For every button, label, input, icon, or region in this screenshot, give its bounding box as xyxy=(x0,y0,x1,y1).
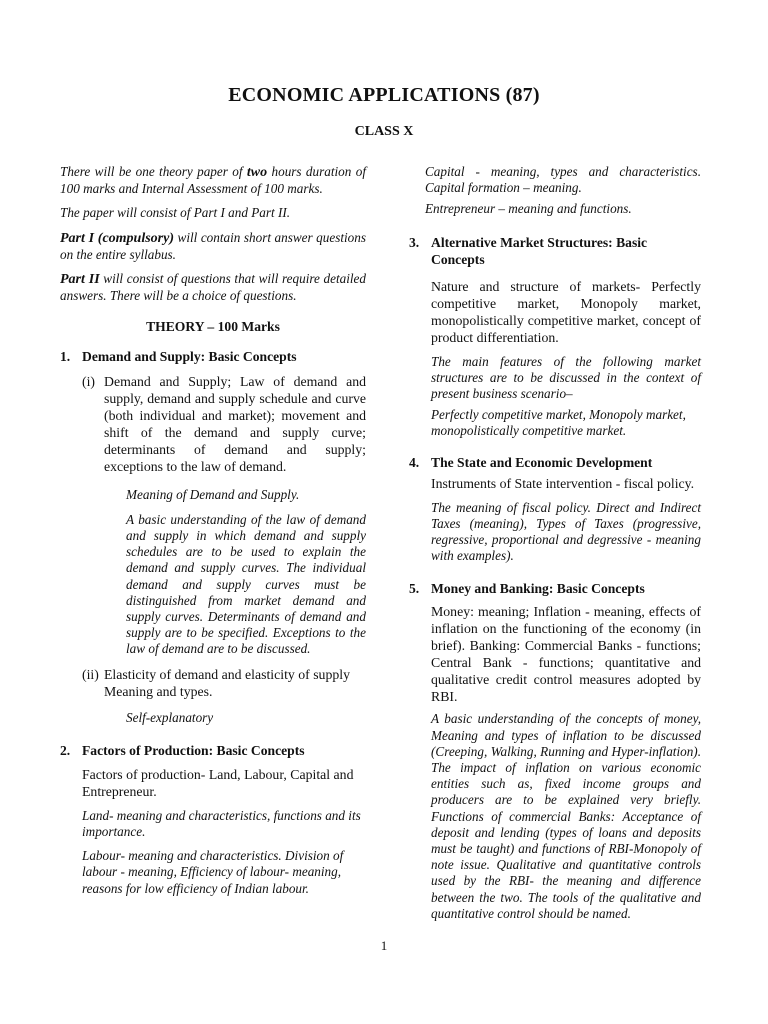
section-note: Land- meaning and characteristics, functions and its importance. xyxy=(82,807,361,840)
intro-duration: There will be one theory paper of two hours duration of 100 marks and Internal Assessment of 100 marks. xyxy=(60,164,366,197)
section-4 xyxy=(409,454,701,565)
class-label: CLASS X xyxy=(354,124,414,139)
section-2 xyxy=(60,742,366,897)
section-heading: 5. Money and Banking: Basic Concepts xyxy=(409,581,645,597)
section-1 xyxy=(60,348,366,726)
section-note: Capital - meaning, types and characteristics. Capital formation – meaning. xyxy=(425,164,701,196)
intro-parts: The paper will consist of Part I and Part II. xyxy=(60,205,291,221)
section-note: A basic understanding of the concepts of money, Meaning and types of inflation to be discussed (Creeping, Walking, Running and Hyper-inflation). The impact of inflation on various economic entities such as, fixed income groups and producers are to be explained very briefly. Functions of commercial Banks: Acceptance of deposit and lending (types of loans and deposits must be taught) and functions of RBI-Monopoly of note issue. Qualitative and quantitative controls used by the RBI- the meaning and difference between the two. The tools of the qualitative and quantitative control should be named. xyxy=(431,711,701,921)
section-heading: 3. Alternative Market Structures: Basic Concepts xyxy=(409,234,648,267)
section-note: The main features of the following market structures are to be discussed in the context of present business scenario– xyxy=(431,353,701,402)
subtopic-i-note: Meaning of Demand and Supply. xyxy=(126,486,300,502)
section-heading: 2. Factors of Production: Basic Concepts xyxy=(60,742,305,758)
section-note: The meaning of fiscal policy. Direct and Indirect Taxes (meaning), Types of Taxes (progressive, regressive, proportional and degressive - meaning with examples). xyxy=(431,499,701,564)
section-note: Perfectly competitive market, Monopoly market, monopolistically competitive market. xyxy=(431,407,686,439)
section-text: Money: meaning; Inflation - meaning, effects of inflation on the functioning of the economy (in brief). Banking: Commercial Banks - functions; Central Bank - functions; quantitative and qualitative credit control measures adopted by RBI. xyxy=(431,604,701,705)
section-heading: 1. Demand and Supply: Basic Concepts xyxy=(60,348,297,364)
section-note: Labour- meaning and characteristics. Division of labour - meaning, Efficiency of labour- meaning, reasons for low efficiency of Indian labour. xyxy=(82,848,344,896)
subtopic-ii: (ii) Elasticity of demand and elasticity of supply Meaning and types. xyxy=(82,666,350,699)
section-text: Nature and structure of markets- Perfectly competitive market, Monopoly market, monopolistically competitive market, concept of product differentiation. xyxy=(431,278,701,345)
section-3 xyxy=(409,234,701,440)
section-text: Instruments of State intervention - fiscal policy. xyxy=(431,475,695,491)
theory-heading: THEORY – 100 Marks xyxy=(146,319,280,335)
subtopic-i-explanation: A basic understanding of the law of demand and supply in which demand and supply schedules are to be used to explain the demand and supply curves. The individual demand and supply curves must be distinguished from market demand and supply curves. Determinants of demand and supply are to be specified. Exceptions to the law of demand are to be discussed. xyxy=(126,511,366,657)
page-number: 1 xyxy=(380,938,388,953)
subtopic-i: (i) Demand and Supply; Law of demand and supply, demand and supply schedule and curve (both individual and market); movement and shift of the demand and supply curve; determinants of demand and supply; exceptions to the law of demand. xyxy=(82,373,366,474)
intro-part-one: Part I (compulsory) will contain short answer questions on the entire syllabus. xyxy=(60,229,366,262)
subtopic-ii-note: Self-explanatory xyxy=(126,709,214,725)
section-5 xyxy=(409,580,701,922)
page-title: ECONOMIC APPLICATIONS (87) xyxy=(228,84,540,106)
section-heading: 4. The State and Economic Development xyxy=(409,454,653,470)
section-note: Entrepreneur – meaning and functions. xyxy=(425,201,632,217)
right-column xyxy=(409,164,701,922)
intro-part-two: Part II will consist of questions that will require detailed answers. There will be a choice of questions. xyxy=(60,271,367,304)
left-column xyxy=(60,164,366,897)
section-text: Factors of production- Land, Labour, Capital and Entrepreneur. xyxy=(82,766,354,799)
